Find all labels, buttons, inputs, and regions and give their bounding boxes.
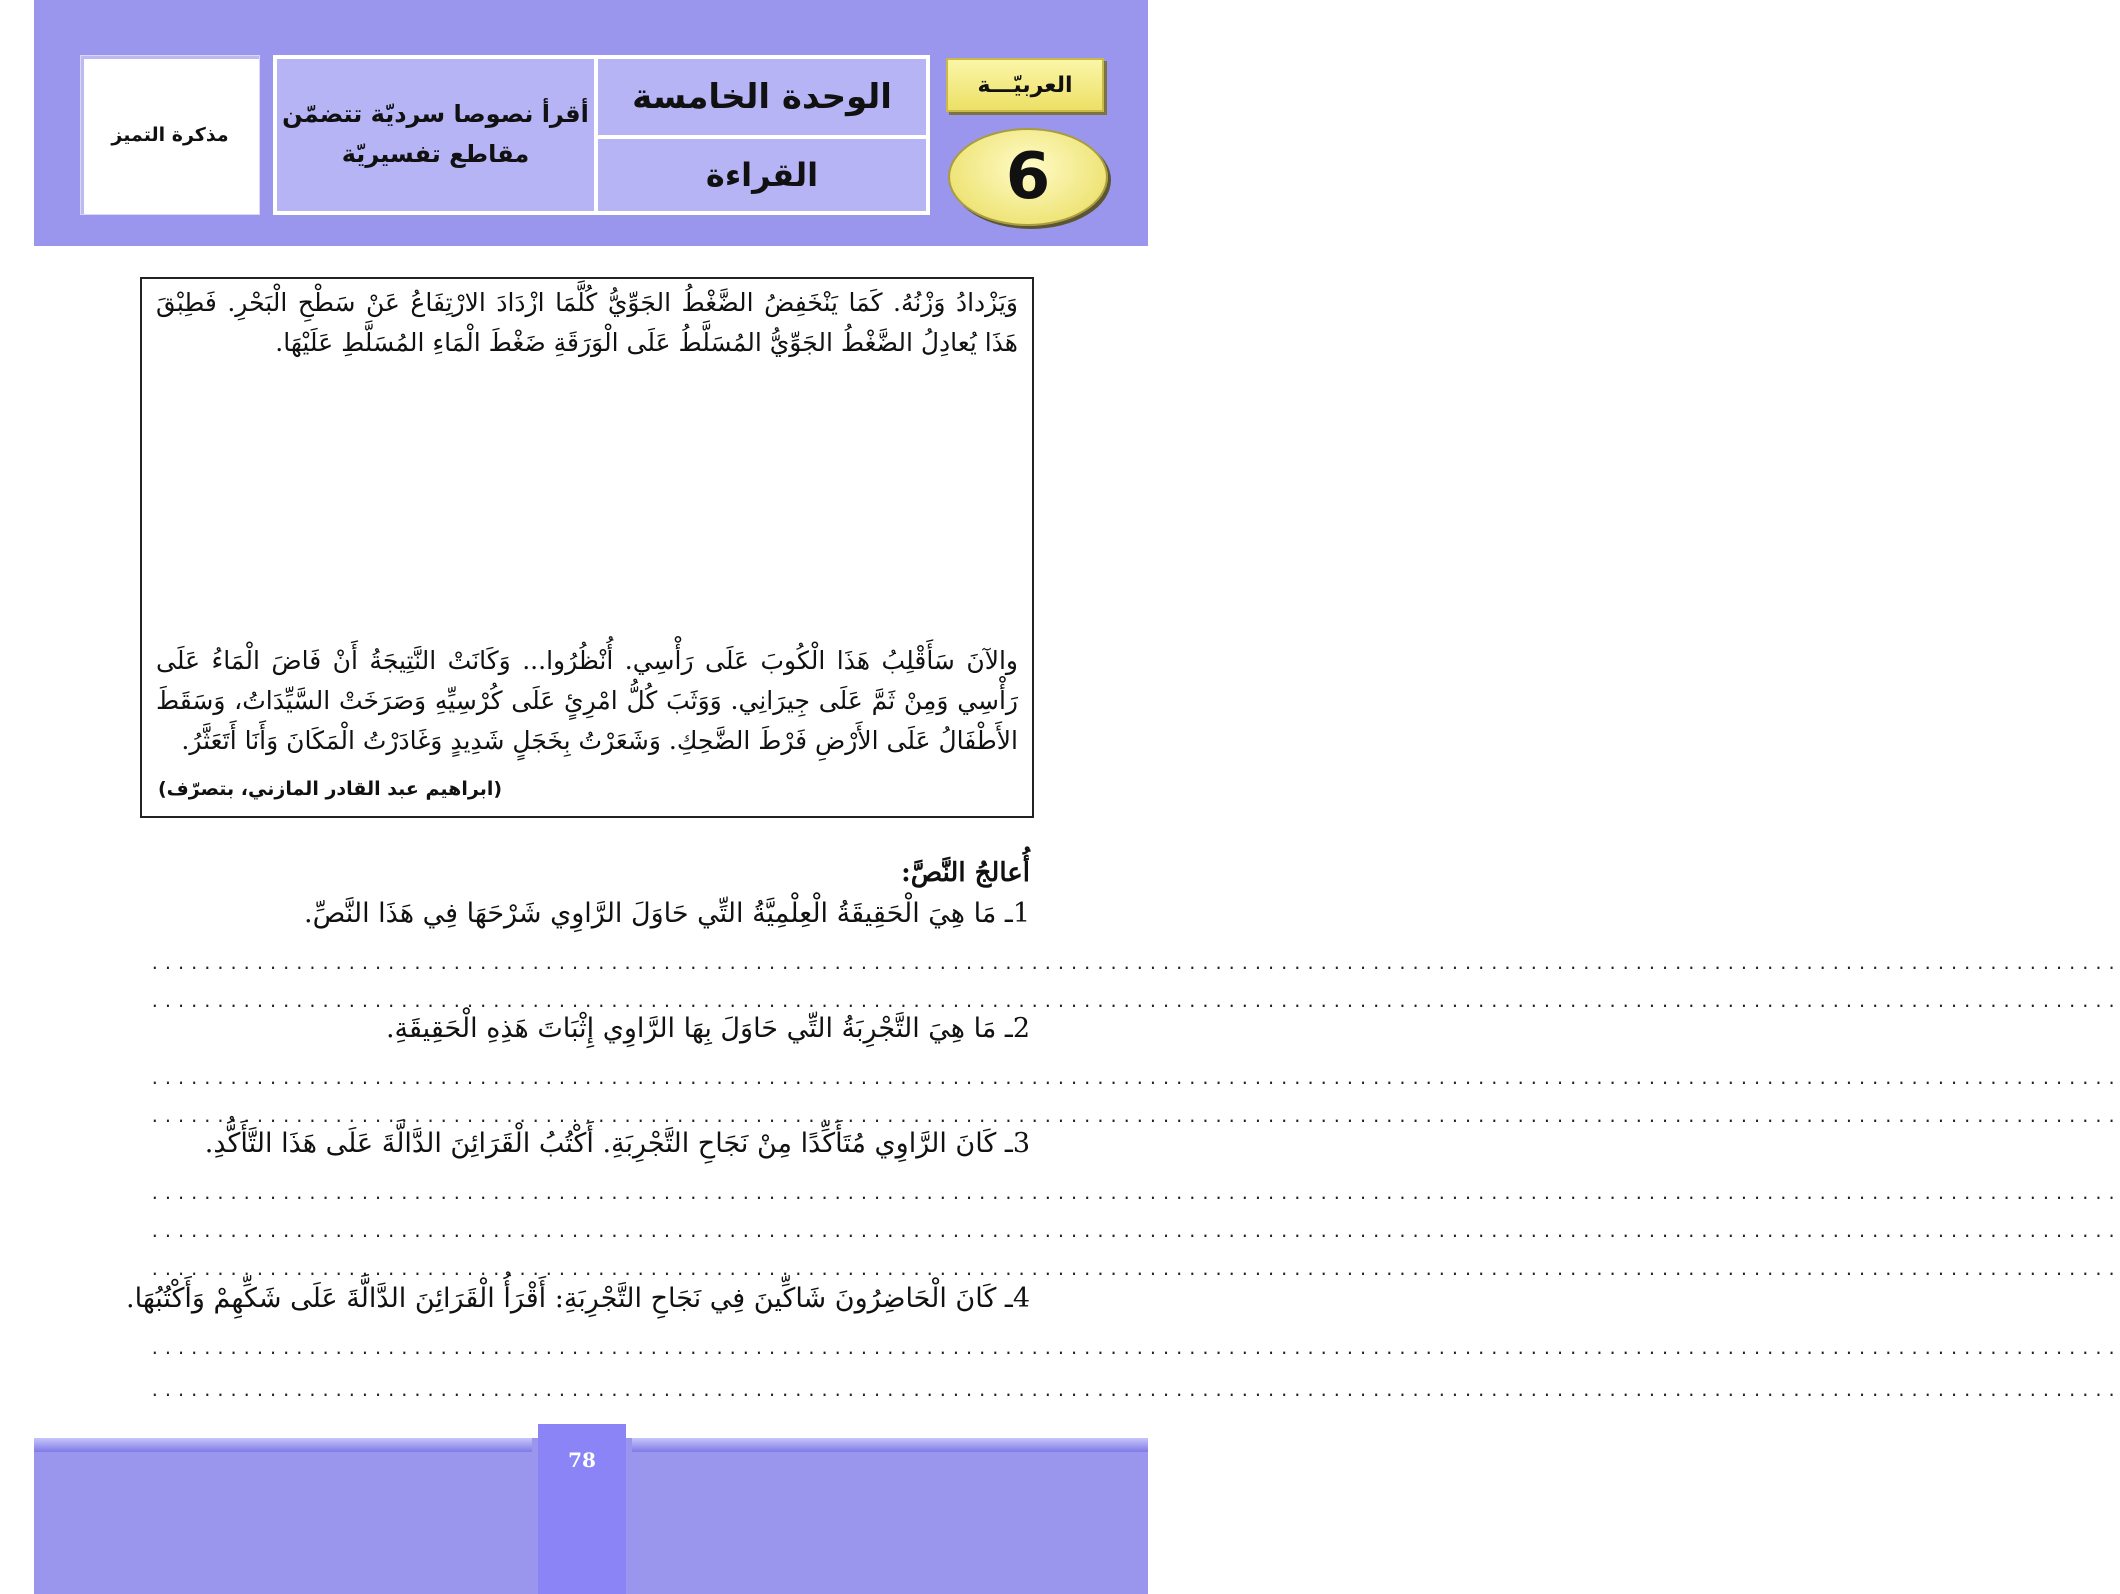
page-number-tab (538, 1424, 626, 1594)
question-2: 2ـ مَا هِيَ التَّجْرِبَةُ التِّي حَاوَلَ بِهَا الرَّاوِي إِثْبَاتَ هَذِهِ الْحَقِيقَةِ. (385, 1013, 1030, 1044)
page-number: 78 (568, 1448, 596, 1472)
unit-title: الوحدة الخامسة (598, 59, 926, 135)
subtitle: مذكرة التميز (111, 124, 229, 146)
question-3: 3ـ كَانَ الرَّاوِي مُتَأَكِّدًا مِنْ نَجَاحِ التَّجْرِبَةِ. أَكْتُبُ الْقَرَائِنَ الدَّالَّةَ عَلَى هَذَا التَّأَكُّدِ. (204, 1128, 1030, 1159)
passage-text-bottom: والآنَ سَأَقْلِبُ هَذَا الْكُوبَ عَلَى رَأْسِي. أُنْظُرُوا... وَكَانَتْ النَّتِيجَةُ أَنْ فَاضَ الْمَاءُ عَلَى رَأْسِي وَمِنْ ثَمَّ عَلَى جِيرَانِي. وَوَثَبَ كُلُّ امْرِئٍ عَلَى كُرْسِيِّهِ وَصَرَخَتْ السَّيِّدَاتُ، وَسَقَطَ الأَطْفَالُ عَلَى الأَرْضِ فَرْطَ الضَّحِكِ. وَشَعَرْتُ بِخَجَلٍ شَدِيدٍ وَغَادَرْتُ الْمَكَانَ وَأَنَا أَتَعَثَّرُ. (156, 646, 1018, 755)
answer-line[interactable]: ...................................................................................................................................................... (150, 1260, 2120, 1279)
answer-line[interactable]: ...................................................................................................................................................... (150, 992, 2120, 1011)
answer-line[interactable]: ...................................................................................................................................................... (150, 1069, 2120, 1088)
answer-line[interactable]: ...................................................................................................................................................... (150, 1222, 2120, 1241)
answer-line[interactable]: ...................................................................................................................................................... (150, 1107, 2120, 1126)
passage-text-top: وَيَزْدادُ وَزْنُهُ. كَمَا يَنْخَفِضُ الضَّغْطُ الجَوِّيُّ كُلَّمَا ازْدَادَ الارْتِفَاعُ عَنْ سَطْحِ الْبَحْرِ. فَطِبْقَ هَذَا يُعادِلُ الضَّغْطُ الجَوِّيُّ المُسَلَّطُ عَلَى الْوَرَقَةِ ضَغْطَ الْمَاءِ المُسَلَّطِ عَلَيْهَا. (156, 288, 1018, 357)
subject-tag: العربيّـــة (946, 58, 1104, 112)
answer-line[interactable]: ...................................................................................................................................................... (150, 954, 2120, 973)
title-grid (273, 55, 930, 215)
answer-line[interactable]: ...................................................................................................................................................... (150, 1339, 2120, 1358)
questions-heading: أُعالجُ النَّصَّ: (901, 858, 1030, 888)
passage-source: (ابراهيم عبد القادر المازني، بتصرّف) (158, 778, 503, 800)
answer-line[interactable]: ...................................................................................................................................................... (150, 1381, 2120, 1400)
reading-passage (140, 277, 1034, 818)
footer-stripe-left (34, 1438, 532, 1452)
topic-title: القراءة (598, 139, 926, 211)
grade-badge: 6 (948, 128, 1108, 226)
question-1: 1ـ مَا هِيَ الْحَقِيقَةُ الْعِلْمِيَّةُ التِّي حَاوَلَ الرَّاوِي شَرْحَهَا فِي هَذَا النَّصِّ. (304, 898, 1030, 929)
lesson-objective: أقرأ نصوصا سرديّة تتضمّن مقاطع تفسيريّة (277, 59, 594, 211)
answer-line[interactable]: ...................................................................................................................................................... (150, 1184, 2120, 1203)
question-4: 4ـ كَانَ الْحَاضِرُونَ شَاكِّينَ فِي نَجَاحِ التَّجْرِبَةِ: أَقْرَأُ الْقَرَائِنَ الدَّالَّةَ عَلَى شَكِّهِمْ وَأَكْتُبُهَا. (126, 1283, 1030, 1314)
subtitle-box (80, 55, 260, 215)
footer-stripe-right (632, 1438, 1148, 1452)
